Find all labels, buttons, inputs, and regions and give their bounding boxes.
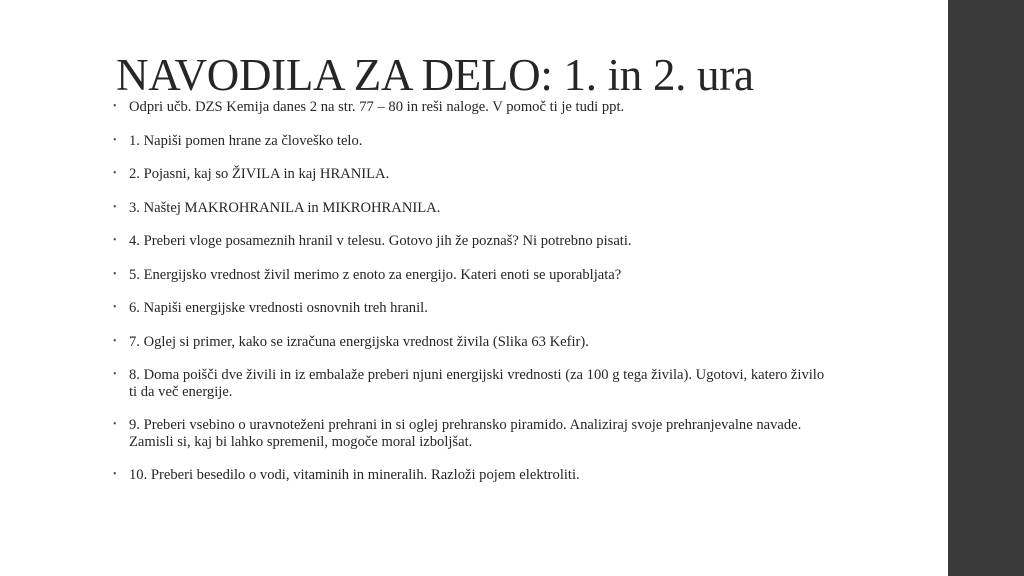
bullet-icon: • xyxy=(113,101,117,112)
list-item xyxy=(112,467,832,484)
list-item xyxy=(112,99,832,116)
bullet-icon: • xyxy=(113,201,117,213)
list-item-text: 8. Doma poišči dve živili in iz embalaže preberi njuni energijski vrednosti (za 100 g tega živila). Ugotovi, katero živilo ti da več energije. xyxy=(129,367,825,400)
list-item-text: 6. Napiši energijske vrednosti osnovnih treh hranil. xyxy=(129,300,428,316)
list-item xyxy=(112,300,832,317)
slide-title: NAVODILA ZA DELO: 1. in 2. ura xyxy=(116,50,754,100)
list-item-text: 7. Oglej si primer, kako se izračuna energijska vrednost živila (Slika 63 Kefir). xyxy=(129,333,589,350)
list-item xyxy=(112,133,832,150)
list-item-text: 2. Pojasni, kaj so ŽIVILA in kaj HRANILA. xyxy=(129,166,390,182)
bullet-icon: • xyxy=(113,369,117,380)
bullet-icon: • xyxy=(113,268,117,280)
bullet-icon: • xyxy=(113,335,117,347)
list-item xyxy=(112,233,832,250)
bullet-icon: • xyxy=(113,302,117,313)
list-item xyxy=(112,367,832,400)
bullet-icon: • xyxy=(113,419,117,430)
list-item-text: 3. Naštej MAKROHRANILA in MIKROHRANILA. xyxy=(129,199,441,216)
list-item-text: 10. Preberi besedilo o vodi, vitaminih in mineralih. Razloži pojem elektroliti. xyxy=(129,467,580,483)
bullet-icon: • xyxy=(113,469,117,480)
instruction-list xyxy=(112,99,832,501)
list-item xyxy=(112,417,832,450)
decorative-side-bar xyxy=(948,0,1024,576)
list-item xyxy=(112,267,832,284)
list-item xyxy=(112,334,832,351)
list-item-text: 4. Preberi vloge posameznih hranil v telesu. Gotovo jih že poznaš? Ni potrebno pisati. xyxy=(129,233,632,249)
list-item xyxy=(112,200,832,217)
list-item-text: Odpri učb. DZS Kemija danes 2 na str. 77 – 80 in reši naloge. V pomoč ti je tudi ppt. xyxy=(129,99,625,115)
list-item xyxy=(112,166,832,183)
bullet-icon: • xyxy=(113,235,117,246)
list-item-text: 5. Energijsko vrednost živil merimo z enoto za energijo. Kateri enoti se uporabljata? xyxy=(129,266,622,283)
bullet-icon: • xyxy=(113,134,117,146)
list-item-text: 1. Napiši pomen hrane za človeško telo. xyxy=(129,132,363,149)
list-item-text: 9. Preberi vsebino o uravnoteženi prehrani in si oglej prehransko piramido. Analiziraj svoje prehranjevalne navade. Zamisli si, kaj bi lahko spremenil, mogoče moral izboljšat. xyxy=(129,417,802,450)
bullet-icon: • xyxy=(113,168,117,179)
